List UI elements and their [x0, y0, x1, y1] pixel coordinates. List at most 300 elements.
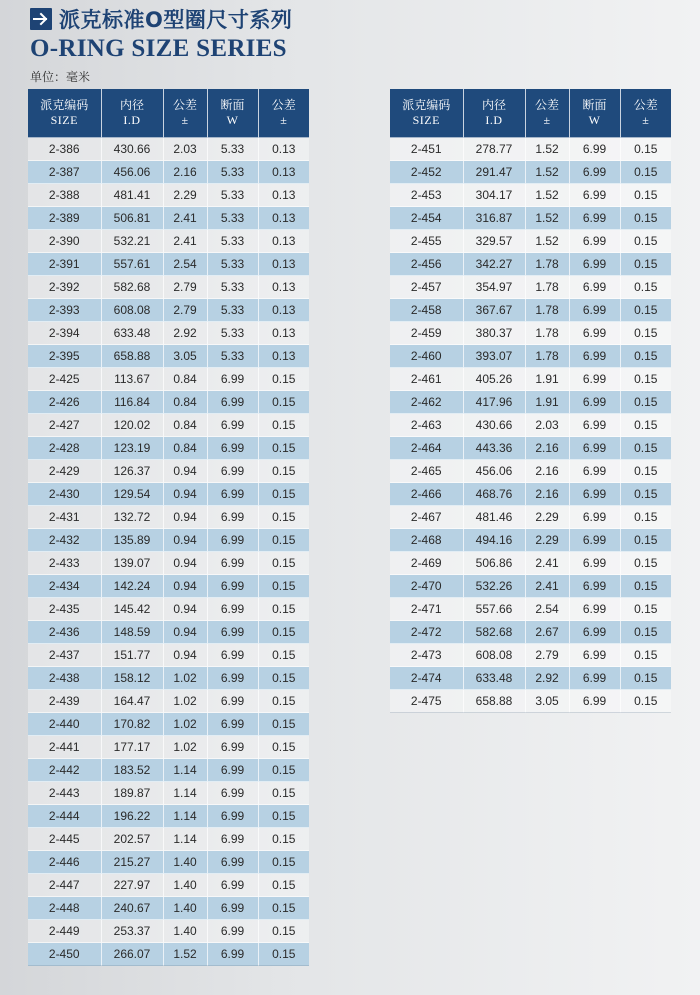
cell-id: 227.97 — [101, 874, 163, 897]
cell-id-tolerance: 0.94 — [163, 621, 207, 644]
cell-id-tolerance: 1.14 — [163, 782, 207, 805]
table-row — [390, 575, 671, 598]
table-row — [28, 644, 309, 667]
header-label-cn: 公差 — [633, 98, 658, 112]
table-row — [28, 437, 309, 460]
table-row — [390, 207, 671, 230]
cell-section-tolerance: 0.15 — [620, 506, 671, 529]
cell-id: 342.27 — [463, 253, 525, 276]
page-subtitle: O-RING SIZE SERIES — [30, 35, 287, 62]
cell-section: 6.99 — [569, 575, 620, 598]
cell-id: 658.88 — [463, 690, 525, 713]
cell-section: 6.99 — [207, 552, 258, 575]
cell-id: 135.89 — [101, 529, 163, 552]
cell-id: 430.66 — [463, 414, 525, 437]
cell-section: 6.99 — [207, 828, 258, 851]
cell-size: 2-443 — [28, 782, 101, 805]
cell-size: 2-392 — [28, 276, 101, 299]
cell-section-tolerance: 0.15 — [258, 598, 309, 621]
header-id-tolerance — [163, 89, 207, 138]
table-row — [390, 345, 671, 368]
cell-section: 6.99 — [207, 690, 258, 713]
cell-section: 6.99 — [569, 138, 620, 161]
cell-section-tolerance: 0.15 — [620, 575, 671, 598]
cell-id: 532.21 — [101, 230, 163, 253]
cell-id-tolerance: 0.84 — [163, 414, 207, 437]
cell-size: 2-455 — [390, 230, 463, 253]
unit-label: 单位：毫米 — [30, 70, 91, 84]
header-label-cn: 断面 — [582, 98, 607, 112]
cell-id: 557.66 — [463, 598, 525, 621]
cell-id-tolerance: 1.02 — [163, 736, 207, 759]
cell-id: 120.02 — [101, 414, 163, 437]
cell-id: 266.07 — [101, 943, 163, 966]
cell-size: 2-393 — [28, 299, 101, 322]
page-title: 派克标准O型圈尺寸系列 — [59, 8, 293, 32]
table-row — [390, 276, 671, 299]
cell-id: 151.77 — [101, 644, 163, 667]
arrow-glyph — [33, 12, 49, 26]
cell-id: 430.66 — [101, 138, 163, 161]
cell-id-tolerance: 1.52 — [525, 161, 569, 184]
cell-size: 2-428 — [28, 437, 101, 460]
cell-id-tolerance: 2.79 — [525, 644, 569, 667]
cell-section: 6.99 — [207, 920, 258, 943]
cell-section: 6.99 — [207, 575, 258, 598]
cell-section: 6.99 — [569, 253, 620, 276]
cell-section-tolerance: 0.15 — [258, 621, 309, 644]
cell-id-tolerance: 1.91 — [525, 368, 569, 391]
cell-section-tolerance: 0.15 — [620, 276, 671, 299]
cell-id-tolerance: 2.16 — [163, 161, 207, 184]
cell-section: 5.33 — [207, 138, 258, 161]
cell-id-tolerance: 1.52 — [525, 207, 569, 230]
cell-size: 2-472 — [390, 621, 463, 644]
cell-id: 189.87 — [101, 782, 163, 805]
cell-section: 6.99 — [207, 943, 258, 966]
table-row — [390, 368, 671, 391]
table-body-right — [390, 138, 671, 713]
cell-id-tolerance: 2.41 — [525, 575, 569, 598]
cell-id-tolerance: 2.92 — [163, 322, 207, 345]
cell-section: 6.99 — [569, 483, 620, 506]
cell-section: 5.33 — [207, 184, 258, 207]
cell-section-tolerance: 0.15 — [620, 161, 671, 184]
table-row — [28, 667, 309, 690]
cell-id-tolerance: 0.94 — [163, 529, 207, 552]
cell-section: 5.33 — [207, 345, 258, 368]
cell-id-tolerance: 2.41 — [525, 552, 569, 575]
table-row — [28, 138, 309, 161]
cell-id-tolerance: 2.54 — [525, 598, 569, 621]
cell-id: 148.59 — [101, 621, 163, 644]
cell-size: 2-452 — [390, 161, 463, 184]
cell-section: 6.99 — [569, 391, 620, 414]
cell-id-tolerance: 1.40 — [163, 897, 207, 920]
cell-section-tolerance: 0.15 — [620, 138, 671, 161]
cell-section: 6.99 — [207, 529, 258, 552]
cell-id: 183.52 — [101, 759, 163, 782]
cell-id: 405.26 — [463, 368, 525, 391]
table-row — [390, 437, 671, 460]
cell-id: 456.06 — [463, 460, 525, 483]
table-row — [28, 483, 309, 506]
header-label-cn: 公差 — [534, 98, 559, 112]
cell-size: 2-460 — [390, 345, 463, 368]
cell-section-tolerance: 0.13 — [258, 276, 309, 299]
cell-section-tolerance: 0.15 — [258, 506, 309, 529]
cell-section-tolerance: 0.13 — [258, 207, 309, 230]
cell-id: 253.37 — [101, 920, 163, 943]
cell-id: 380.37 — [463, 322, 525, 345]
cell-section: 5.33 — [207, 276, 258, 299]
cell-section: 6.99 — [569, 345, 620, 368]
table-row — [28, 943, 309, 966]
cell-id-tolerance: 2.16 — [525, 437, 569, 460]
cell-size: 2-464 — [390, 437, 463, 460]
cell-size: 2-454 — [390, 207, 463, 230]
cell-id: 532.26 — [463, 575, 525, 598]
cell-section: 6.99 — [207, 644, 258, 667]
cell-section: 6.99 — [569, 598, 620, 621]
cell-id: 139.07 — [101, 552, 163, 575]
cell-section: 6.99 — [569, 644, 620, 667]
cell-id-tolerance: 1.52 — [525, 230, 569, 253]
cell-section: 6.99 — [569, 207, 620, 230]
cell-id: 329.57 — [463, 230, 525, 253]
cell-id-tolerance: 2.79 — [163, 299, 207, 322]
cell-size: 2-449 — [28, 920, 101, 943]
cell-section-tolerance: 0.13 — [258, 322, 309, 345]
cell-size: 2-468 — [390, 529, 463, 552]
table-row — [28, 345, 309, 368]
cell-section-tolerance: 0.15 — [620, 437, 671, 460]
cell-size: 2-474 — [390, 667, 463, 690]
table-row — [28, 322, 309, 345]
cell-id: 633.48 — [463, 667, 525, 690]
table-row — [390, 690, 671, 713]
cell-id-tolerance: 1.02 — [163, 690, 207, 713]
cell-section: 6.99 — [207, 713, 258, 736]
cell-id: 582.68 — [463, 621, 525, 644]
cell-size: 2-446 — [28, 851, 101, 874]
cell-id: 278.77 — [463, 138, 525, 161]
table-row — [390, 184, 671, 207]
cell-section: 6.99 — [569, 460, 620, 483]
cell-section-tolerance: 0.15 — [258, 391, 309, 414]
cell-size: 2-453 — [390, 184, 463, 207]
cell-id: 145.42 — [101, 598, 163, 621]
cell-section-tolerance: 0.15 — [258, 782, 309, 805]
cell-id-tolerance: 1.78 — [525, 345, 569, 368]
table-row — [390, 667, 671, 690]
table-row — [28, 161, 309, 184]
cell-size: 2-469 — [390, 552, 463, 575]
cell-size: 2-431 — [28, 506, 101, 529]
cell-id-tolerance: 1.40 — [163, 851, 207, 874]
header-section-tolerance — [620, 89, 671, 138]
table-row — [390, 253, 671, 276]
cell-size: 2-465 — [390, 460, 463, 483]
cell-id: 240.67 — [101, 897, 163, 920]
cell-id: 608.08 — [101, 299, 163, 322]
cell-id-tolerance: 1.40 — [163, 920, 207, 943]
cell-size: 2-387 — [28, 161, 101, 184]
cell-section: 6.99 — [569, 161, 620, 184]
cell-id: 557.61 — [101, 253, 163, 276]
table-row — [28, 897, 309, 920]
cell-size: 2-389 — [28, 207, 101, 230]
cell-id: 129.54 — [101, 483, 163, 506]
cell-section: 6.99 — [569, 506, 620, 529]
cell-id: 215.27 — [101, 851, 163, 874]
cell-section: 5.33 — [207, 161, 258, 184]
header-label-en: I.D — [123, 113, 141, 127]
table-row — [390, 322, 671, 345]
cell-size: 2-433 — [28, 552, 101, 575]
cell-id-tolerance: 2.16 — [525, 460, 569, 483]
header-section — [207, 89, 258, 138]
cell-section: 6.99 — [207, 391, 258, 414]
cell-section-tolerance: 0.15 — [258, 759, 309, 782]
cell-size: 2-445 — [28, 828, 101, 851]
table-row — [390, 529, 671, 552]
header-size — [28, 89, 101, 138]
cell-section-tolerance: 0.15 — [258, 368, 309, 391]
cell-id-tolerance: 0.94 — [163, 483, 207, 506]
table-row — [28, 230, 309, 253]
cell-section-tolerance: 0.13 — [258, 345, 309, 368]
cell-id: 164.47 — [101, 690, 163, 713]
cell-section-tolerance: 0.15 — [620, 552, 671, 575]
cell-section-tolerance: 0.15 — [620, 207, 671, 230]
header-id — [463, 89, 525, 138]
table-row — [390, 414, 671, 437]
header-label-en: W — [588, 113, 601, 127]
cell-id-tolerance: 0.84 — [163, 391, 207, 414]
cell-size: 2-437 — [28, 644, 101, 667]
cell-id-tolerance: 1.78 — [525, 299, 569, 322]
cell-section-tolerance: 0.15 — [620, 184, 671, 207]
cell-section-tolerance: 0.15 — [258, 897, 309, 920]
cell-id: 354.97 — [463, 276, 525, 299]
table-body-left — [28, 138, 309, 966]
cell-id-tolerance: 1.14 — [163, 759, 207, 782]
cell-id-tolerance: 2.41 — [163, 207, 207, 230]
table-row — [28, 552, 309, 575]
cell-id: 633.48 — [101, 322, 163, 345]
table-header-row — [390, 89, 671, 138]
cell-size: 2-439 — [28, 690, 101, 713]
cell-size: 2-430 — [28, 483, 101, 506]
cell-size: 2-459 — [390, 322, 463, 345]
cell-size: 2-457 — [390, 276, 463, 299]
cell-size: 2-462 — [390, 391, 463, 414]
table-row — [28, 736, 309, 759]
table-row — [390, 161, 671, 184]
cell-id: 113.67 — [101, 368, 163, 391]
table-row — [28, 782, 309, 805]
table-row — [28, 276, 309, 299]
cell-id: 170.82 — [101, 713, 163, 736]
cell-id: 393.07 — [463, 345, 525, 368]
cell-size: 2-440 — [28, 713, 101, 736]
table-row — [28, 529, 309, 552]
cell-section: 6.99 — [207, 667, 258, 690]
cell-id-tolerance: 0.84 — [163, 437, 207, 460]
cell-section-tolerance: 0.15 — [620, 667, 671, 690]
cell-section-tolerance: 0.15 — [258, 414, 309, 437]
table-row — [28, 253, 309, 276]
cell-section: 6.99 — [569, 230, 620, 253]
cell-id-tolerance: 3.05 — [163, 345, 207, 368]
cell-section-tolerance: 0.15 — [620, 529, 671, 552]
cell-section: 6.99 — [207, 460, 258, 483]
cell-section: 6.99 — [207, 506, 258, 529]
cell-id: 202.57 — [101, 828, 163, 851]
cell-size: 2-471 — [390, 598, 463, 621]
cell-section-tolerance: 0.15 — [620, 414, 671, 437]
cell-size: 2-467 — [390, 506, 463, 529]
table-row — [390, 460, 671, 483]
cell-id: 123.19 — [101, 437, 163, 460]
cell-section-tolerance: 0.13 — [258, 299, 309, 322]
cell-id: 506.86 — [463, 552, 525, 575]
cell-section-tolerance: 0.15 — [258, 943, 309, 966]
table-row — [28, 460, 309, 483]
header-label-en: ± — [181, 113, 189, 127]
header-label-en: ± — [543, 113, 551, 127]
table-row — [28, 598, 309, 621]
cell-size: 2-395 — [28, 345, 101, 368]
table-row — [28, 713, 309, 736]
cell-id: 494.16 — [463, 529, 525, 552]
header-label-en: ± — [642, 113, 650, 127]
page-header — [30, 6, 293, 84]
cell-section: 5.33 — [207, 322, 258, 345]
header-label-en: ± — [280, 113, 288, 127]
cell-section-tolerance: 0.15 — [620, 483, 671, 506]
cell-section: 6.99 — [207, 805, 258, 828]
cell-id-tolerance: 1.02 — [163, 713, 207, 736]
cell-id-tolerance: 2.92 — [525, 667, 569, 690]
cell-size: 2-388 — [28, 184, 101, 207]
cell-section-tolerance: 0.15 — [620, 230, 671, 253]
cell-id: 367.67 — [463, 299, 525, 322]
header-label-en: I.D — [485, 113, 503, 127]
table-row — [28, 920, 309, 943]
cell-id-tolerance: 2.16 — [525, 483, 569, 506]
cell-section: 6.99 — [569, 690, 620, 713]
cell-size: 2-470 — [390, 575, 463, 598]
cell-id-tolerance: 1.02 — [163, 667, 207, 690]
header-section — [569, 89, 620, 138]
table-row — [28, 759, 309, 782]
cell-section-tolerance: 0.15 — [620, 598, 671, 621]
cell-section: 5.33 — [207, 230, 258, 253]
cell-size: 2-450 — [28, 943, 101, 966]
cell-size: 2-444 — [28, 805, 101, 828]
cell-id: 658.88 — [101, 345, 163, 368]
cell-id-tolerance: 2.03 — [525, 414, 569, 437]
cell-size: 2-451 — [390, 138, 463, 161]
cell-id: 468.76 — [463, 483, 525, 506]
cell-id: 443.36 — [463, 437, 525, 460]
cell-section: 6.99 — [569, 276, 620, 299]
size-table-right — [390, 89, 671, 713]
header-section-tolerance — [258, 89, 309, 138]
table-row — [28, 391, 309, 414]
cell-section-tolerance: 0.13 — [258, 184, 309, 207]
cell-id-tolerance: 0.94 — [163, 575, 207, 598]
cell-size: 2-425 — [28, 368, 101, 391]
cell-size: 2-463 — [390, 414, 463, 437]
header-id — [101, 89, 163, 138]
cell-section-tolerance: 0.13 — [258, 230, 309, 253]
table-row — [28, 874, 309, 897]
cell-section-tolerance: 0.15 — [620, 391, 671, 414]
cell-section-tolerance: 0.15 — [258, 437, 309, 460]
table-header-row — [28, 89, 309, 138]
cell-size: 2-386 — [28, 138, 101, 161]
cell-id-tolerance: 0.94 — [163, 552, 207, 575]
header-label-cn: 公差 — [271, 98, 296, 112]
header-label-cn: 派克编码 — [402, 98, 451, 112]
cell-id-tolerance: 1.40 — [163, 874, 207, 897]
cell-section-tolerance: 0.15 — [258, 483, 309, 506]
cell-id-tolerance: 1.14 — [163, 805, 207, 828]
cell-section-tolerance: 0.15 — [620, 621, 671, 644]
cell-id: 291.47 — [463, 161, 525, 184]
cell-section-tolerance: 0.15 — [620, 253, 671, 276]
cell-size: 2-390 — [28, 230, 101, 253]
cell-section: 5.33 — [207, 253, 258, 276]
cell-section-tolerance: 0.15 — [620, 345, 671, 368]
table-row — [390, 506, 671, 529]
cell-id-tolerance: 2.41 — [163, 230, 207, 253]
header-label-cn: 内径 — [119, 98, 144, 112]
cell-section: 6.99 — [569, 437, 620, 460]
cell-size: 2-394 — [28, 322, 101, 345]
table-row — [28, 575, 309, 598]
cell-section-tolerance: 0.15 — [258, 575, 309, 598]
size-table-left — [28, 89, 309, 966]
cell-section-tolerance: 0.15 — [258, 644, 309, 667]
header-label-cn: 内径 — [481, 98, 506, 112]
cell-section-tolerance: 0.13 — [258, 138, 309, 161]
cell-id: 126.37 — [101, 460, 163, 483]
cell-section-tolerance: 0.15 — [258, 736, 309, 759]
cell-id-tolerance: 1.78 — [525, 322, 569, 345]
cell-section: 6.99 — [569, 299, 620, 322]
cell-id: 608.08 — [463, 644, 525, 667]
cell-section: 6.99 — [569, 414, 620, 437]
cell-id-tolerance: 0.94 — [163, 506, 207, 529]
cell-section: 6.99 — [569, 667, 620, 690]
table-row — [28, 690, 309, 713]
cell-size: 2-442 — [28, 759, 101, 782]
cell-id: 304.17 — [463, 184, 525, 207]
cell-id-tolerance: 0.94 — [163, 598, 207, 621]
cell-size: 2-441 — [28, 736, 101, 759]
cell-size: 2-461 — [390, 368, 463, 391]
cell-id-tolerance: 0.94 — [163, 644, 207, 667]
cell-section: 6.99 — [207, 437, 258, 460]
table-row — [28, 828, 309, 851]
cell-id: 177.17 — [101, 736, 163, 759]
cell-size: 2-438 — [28, 667, 101, 690]
cell-section-tolerance: 0.15 — [258, 828, 309, 851]
